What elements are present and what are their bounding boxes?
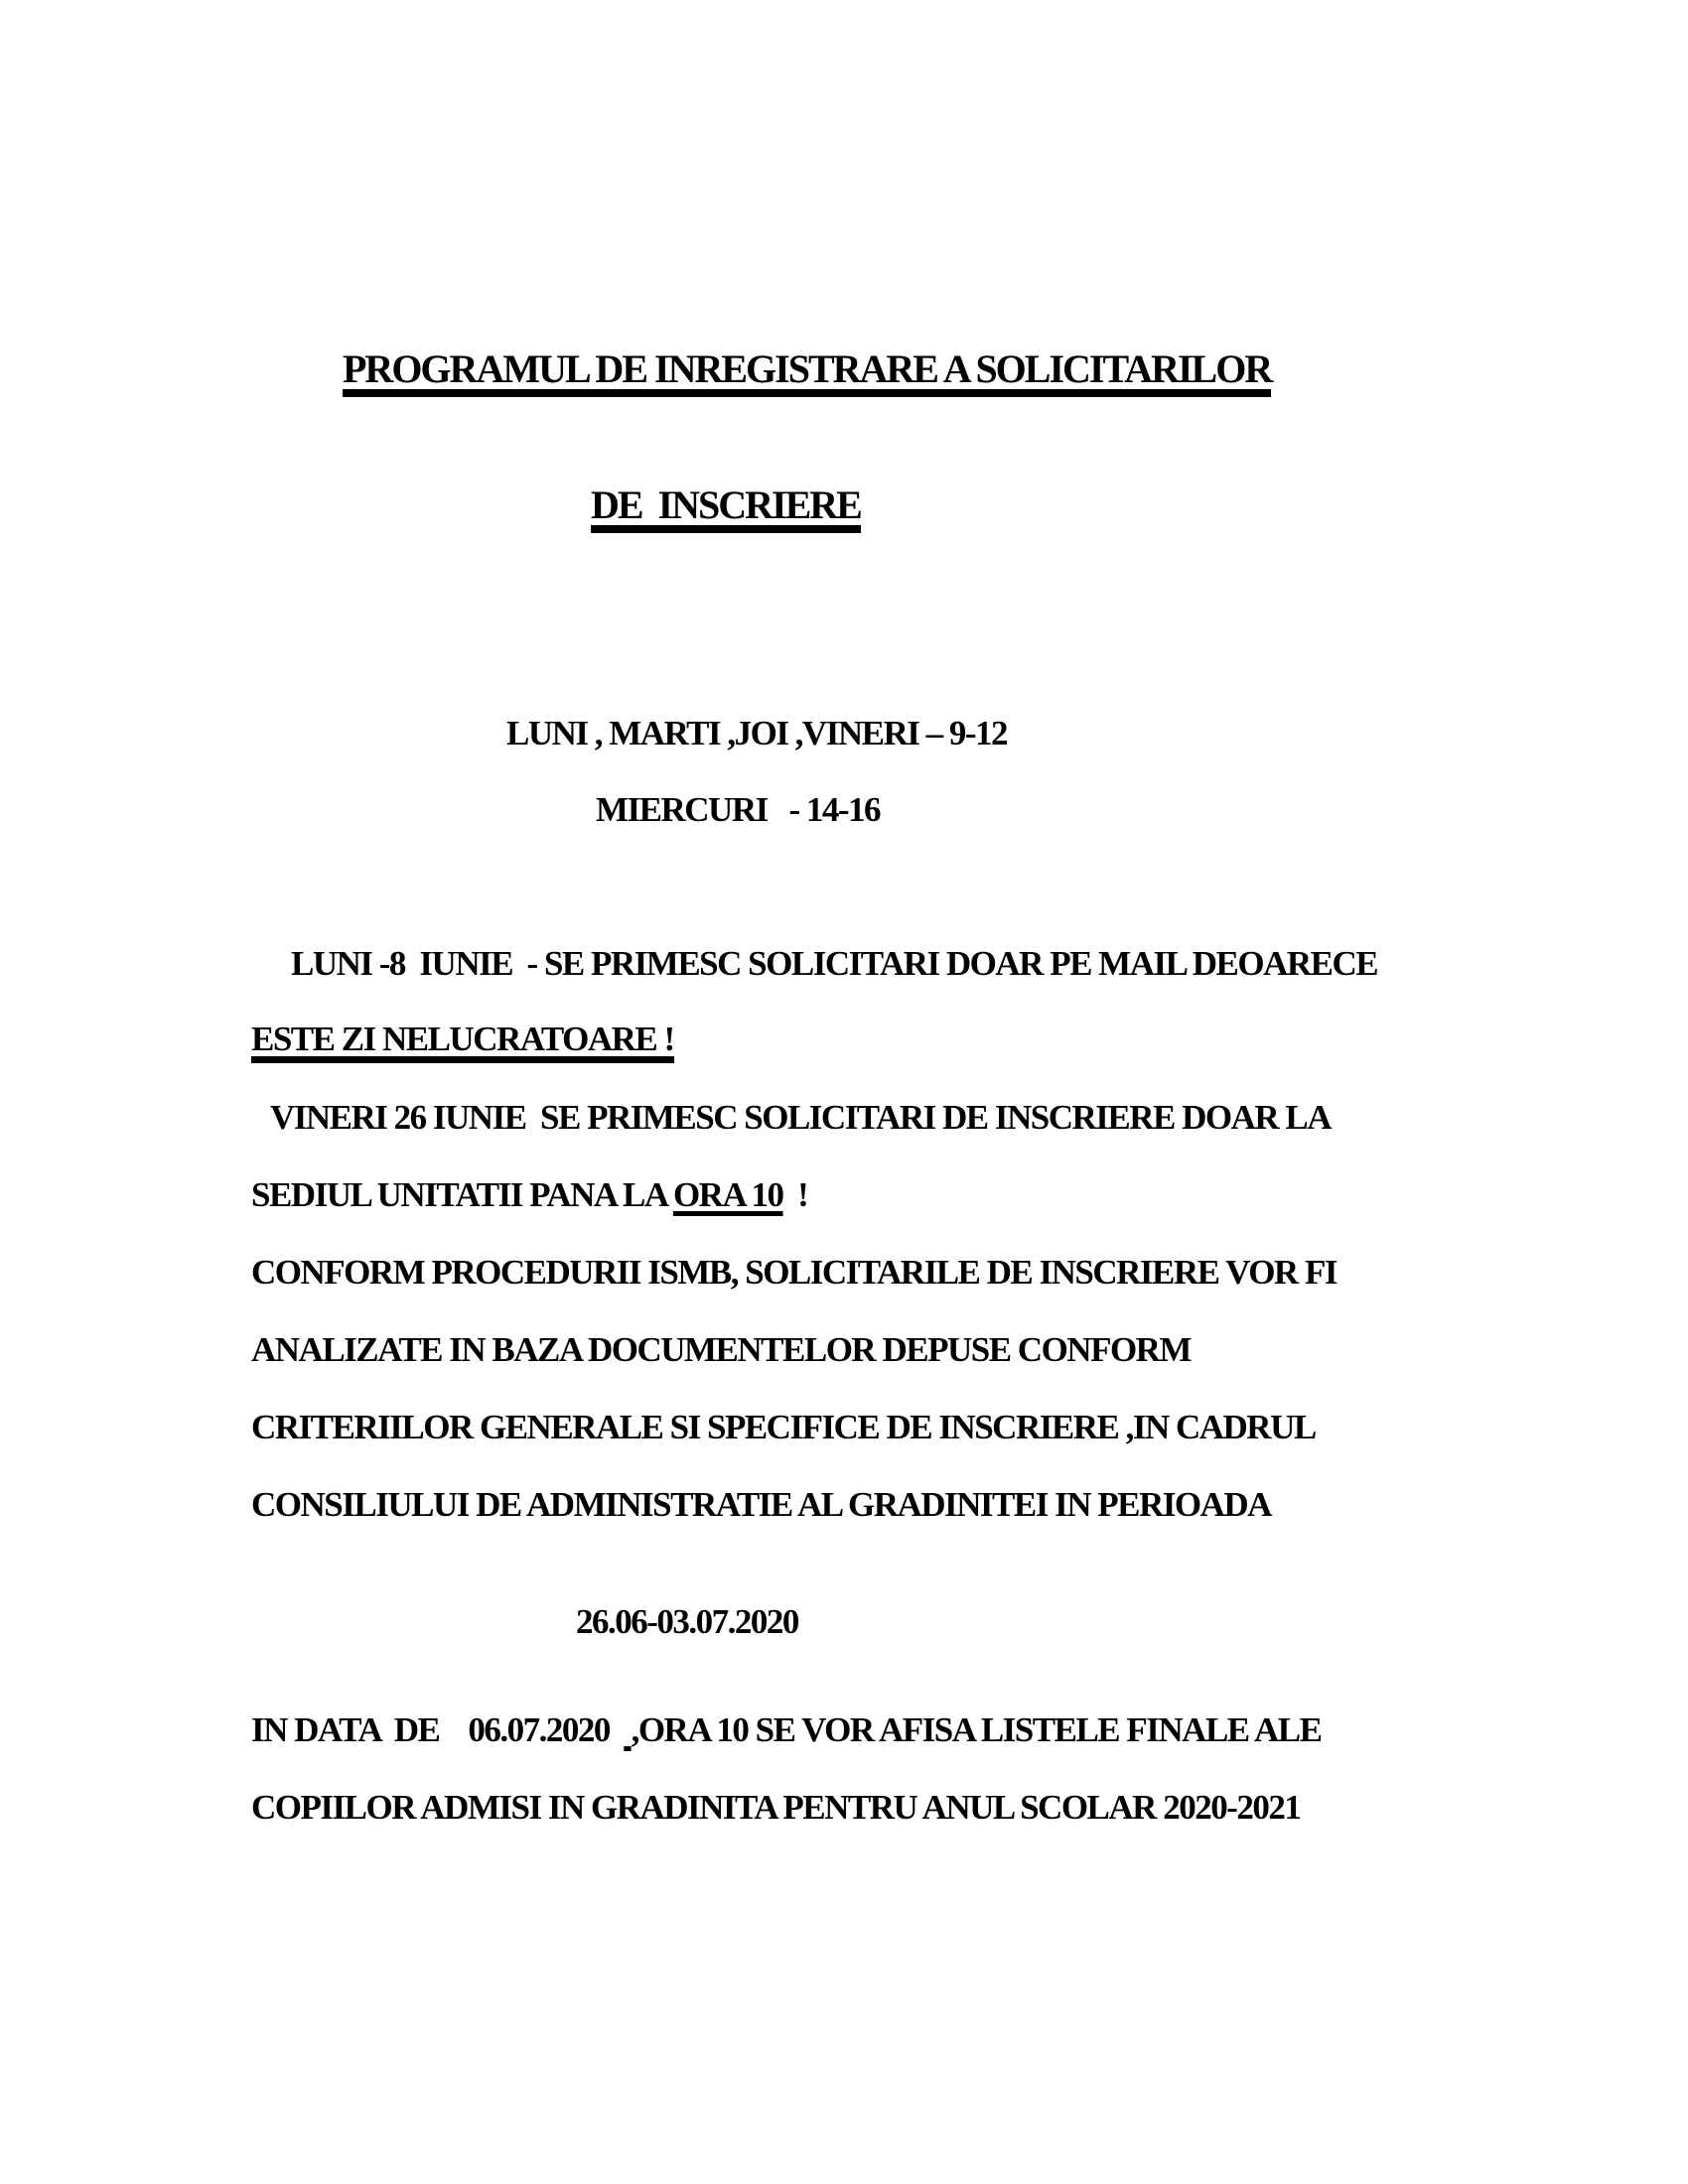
paragraph2-line2-underlined-ora10: ORA 10 — [672, 1175, 783, 1214]
paragraph4-line1-post: ,ORA 10 SE VOR AFISA LISTELE FINALE ALE — [631, 1710, 1322, 1749]
paragraph3-line2: ANALIZATE IN BAZA DOCUMENTELOR DEPUSE CONFORM — [251, 1330, 1191, 1369]
paragraph2-line1: VINERI 26 IUNIE SE PRIMESC SOLICITARI DE INSCRIERE DOAR LA — [270, 1098, 1332, 1137]
paragraph3-line1: CONFORM PROCEDURII ISMB, SOLICITARILE DE INSCRIERE VOR FI — [251, 1253, 1336, 1292]
paragraph3-line4: CONSILIULUI DE ADMINISTRATIE AL GRADINITEI IN PERIOADA — [251, 1485, 1271, 1524]
schedule-weekdays-line: LUNI , MARTI ,JOI ,VINERI – 9-12 — [506, 714, 1008, 752]
paragraph4-line2: COPIILOR ADMISI IN GRADINITA PENTRU ANUL SCOLAR 2020-2021 — [251, 1788, 1301, 1827]
paragraph4-line1 — [251, 1712, 1321, 1747]
paragraph2-line2 — [251, 1177, 807, 1212]
paragraph1-line2-underlined: ESTE ZI NELUCRATOARE ! — [251, 1022, 674, 1063]
document-title-line1: PROGRAMUL DE INREGISTRARE A SOLICITARILOR — [343, 349, 1271, 397]
paragraph4-line1-underlined-space — [624, 1710, 631, 1749]
paragraph1-line1: LUNI -8 IUNIE - SE PRIMESC SOLICITARI DOAR PE MAIL DEOARECE — [291, 944, 1378, 983]
document-title-line2: DE INSCRIERE — [591, 485, 861, 533]
paragraph3-line3: CRITERIILOR GENERALE SI SPECIFICE DE INSCRIERE ,IN CADRUL — [251, 1408, 1316, 1446]
paragraph2-line2-pre: SEDIUL UNITATII PANA LA — [251, 1175, 673, 1214]
schedule-wednesday-line: MIERCURI - 14-16 — [596, 790, 881, 829]
paragraph2-line2-post: ! — [782, 1175, 808, 1214]
period-date: 26.06-03.07.2020 — [576, 1602, 798, 1641]
paragraph4-line1-pre: IN DATA DE 06.07.2020 — [251, 1710, 625, 1749]
